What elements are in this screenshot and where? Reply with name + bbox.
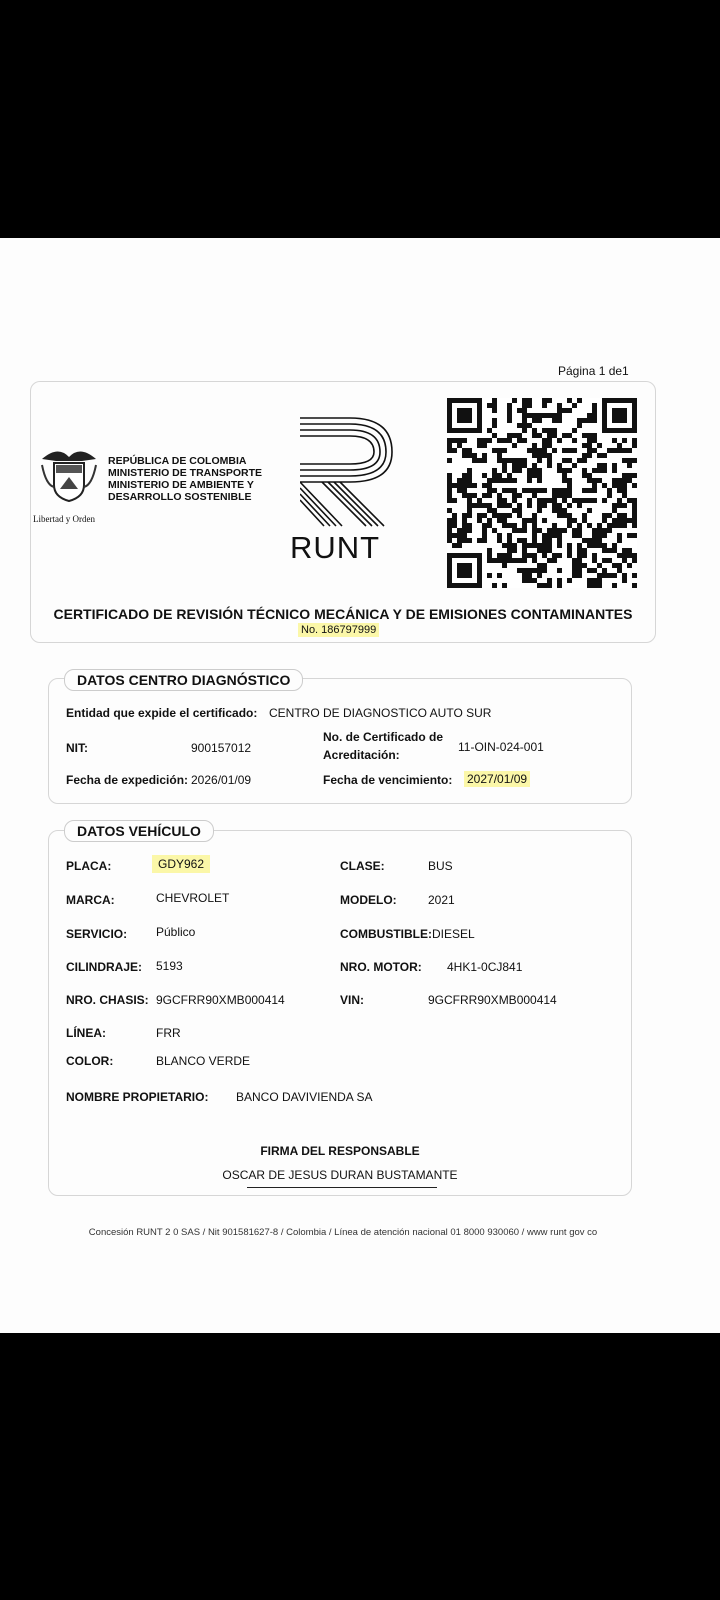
linea-value: FRR [156,1026,181,1040]
firma-nombre: OSCAR DE JESUS DURAN BUSTAMANTE [222,1168,458,1182]
linea-label: LÍNEA: [66,1026,106,1040]
certificate-number-value: No. 186797999 [298,623,379,637]
color-label: COLOR: [66,1054,114,1068]
page-indicator: Página 1 de1 [558,364,629,378]
modelo-label: MODELO: [340,893,397,907]
certificate-title: CERTIFICADO DE REVISIÓN TÉCNICO MECÁNICA Y DE EMISIONES CONTAMINANTES [53,606,633,622]
vin-value: 9GCFRR90XMB000414 [428,993,557,1007]
certificate-number [298,624,379,636]
cilindraje-label: CILINDRAJE: [66,960,143,974]
firma-label: FIRMA DEL RESPONSABLE [260,1144,420,1158]
nit-value: 900157012 [191,741,252,755]
colombia-shield-icon [38,445,100,507]
vin-label: VIN: [340,993,364,1007]
propietario-label: NOMBRE PROPIETARIO: [66,1090,209,1104]
placa-value: GDY962 [152,855,210,873]
shield-motto: Libertad y Orden [33,514,95,524]
chasis-label: NRO. CHASIS: [66,993,149,1007]
combustible-label: COMBUSTIBLE: [340,927,432,941]
gov-line: DESARROLLO SOSTENIBLE [108,491,252,503]
propietario-value: BANCO DAVIVIENDA SA [236,1090,373,1104]
combustible-value: DIESEL [432,927,475,941]
cilindraje-value: 5193 [156,959,183,973]
acreditacion-label: No. de Certificado de [323,730,444,744]
runt-logo-icon [300,416,400,528]
motor-value: 4HK1-0CJ841 [447,960,523,974]
runt-logo-text: RUNT [290,530,381,565]
acreditacion-value: 11-OIN-024-001 [458,740,544,754]
clase-value: BUS [428,859,453,873]
vencimiento-value: 2027/01/09 [464,771,530,787]
gov-line: MINISTERIO DE TRANSPORTE [108,467,263,479]
servicio-value: Público [156,925,196,939]
gov-line: MINISTERIO DE AMBIENTE Y [108,479,254,491]
color-value: BLANCO VERDE [156,1054,251,1068]
chasis-value: 9GCFRR90XMB000414 [156,993,285,1007]
government-entities [108,455,262,503]
signature-line [247,1187,437,1188]
vencimiento-label: Fecha de vencimiento: [323,773,453,787]
entidad-label: Entidad que expide el certificado: [66,706,258,720]
motor-label: NRO. MOTOR: [340,960,422,974]
qr-code-icon [447,396,637,590]
footer-text: Concesión RUNT 2 0 SAS / Nit 901581627-8 / Colombia / Línea de atención nacional 01 8000 930060 / www runt gov co [88,1227,598,1238]
expedicion-label: Fecha de expedición: [66,773,189,787]
vehiculo-heading: DATOS VEHÍCULO [64,820,214,842]
vehiculo-section [48,830,632,1196]
servicio-label: SERVICIO: [66,927,128,941]
placa-label: PLACA: [66,859,112,873]
modelo-value: 2021 [428,893,455,907]
entidad-value: CENTRO DE DIAGNOSTICO AUTO SUR [269,706,492,720]
expedicion-value: 2026/01/09 [191,773,252,787]
marca-label: MARCA: [66,893,115,907]
nit-label: NIT: [66,741,88,755]
marca-value: CHEVROLET [156,891,230,905]
clase-label: CLASE: [340,859,385,873]
acreditacion-label-2: Acreditación: [323,748,400,762]
centro-heading: DATOS CENTRO DIAGNÓSTICO [64,669,303,691]
gov-line: REPÚBLICA DE COLOMBIA [108,455,247,467]
